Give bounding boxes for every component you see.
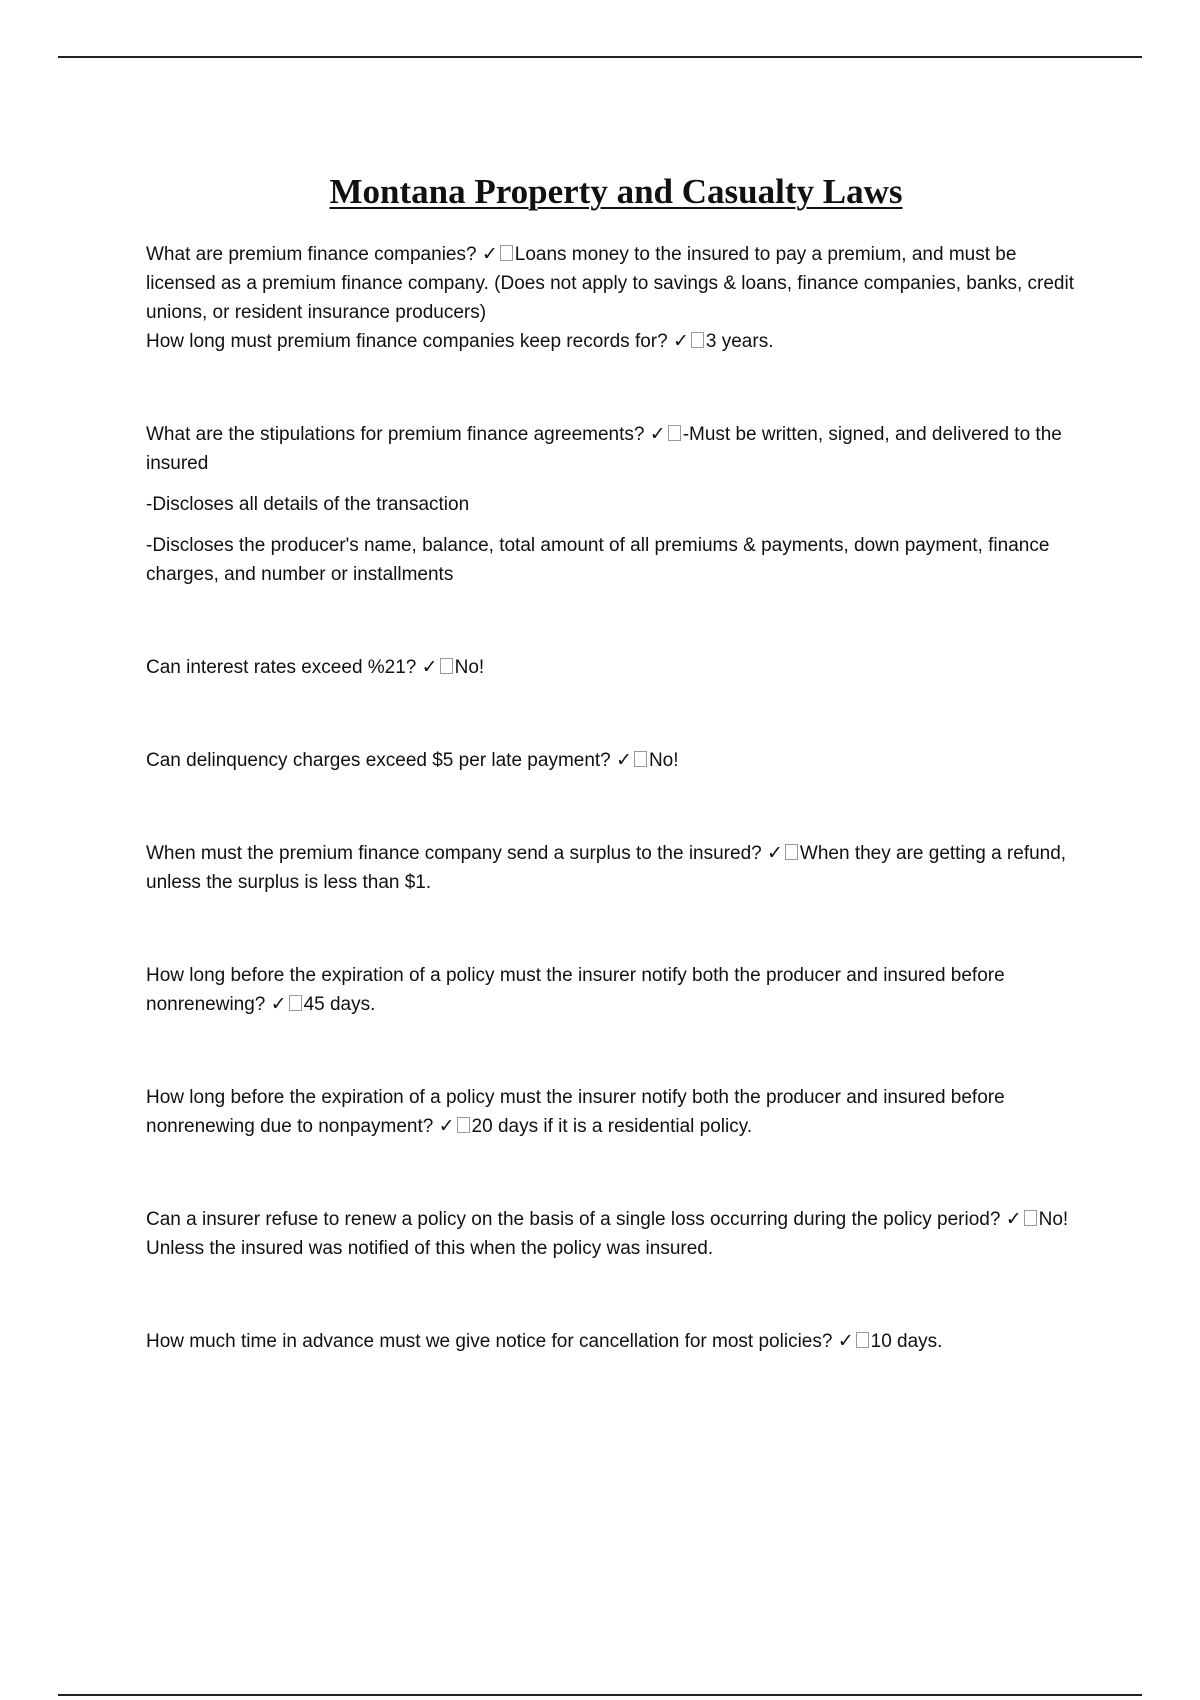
- checkmark-icon: ✓: [767, 843, 783, 864]
- checkmark-icon: ✓: [616, 750, 632, 771]
- question: Can a insurer refuse to renew a policy on the basis of a single loss occurring during the policy period?: [146, 1209, 1001, 1230]
- answer: No! Unless the insured was notified of this when the policy was insured.: [146, 1209, 1069, 1259]
- question: What are the stipulations for premium finance agreements?: [146, 424, 645, 445]
- answer-line: -Discloses the producer's name, balance, total amount of all premiums & payments, down payment, finance charges, and number or installments: [146, 535, 1050, 585]
- qa-item: [146, 746, 1086, 775]
- question: When must the premium finance company send a surplus to the insured?: [146, 843, 762, 864]
- checkbox-icon: [785, 844, 798, 860]
- question: What are premium finance companies?: [146, 244, 477, 265]
- checkbox-icon: [500, 245, 513, 261]
- question: Can interest rates exceed %21?: [146, 657, 417, 678]
- qa-item: [146, 1205, 1086, 1263]
- answer: No!: [454, 657, 485, 678]
- checkbox-icon: [457, 1117, 470, 1133]
- answer: Loans money to the insured to pay a premium, and must be licensed as a premium finance company. (Does not apply to savings & loans, finance companies, banks, credit unions, or resident insurance producers): [146, 244, 1074, 323]
- checkmark-icon: ✓: [1005, 1209, 1022, 1230]
- qa-item: [146, 1327, 1086, 1356]
- qa-item: [146, 420, 1086, 589]
- checkmark-icon: ✓: [481, 244, 498, 265]
- top-rule: [58, 56, 1142, 58]
- qa-item: [146, 961, 1086, 1019]
- qa-item: [146, 839, 1086, 897]
- question: How long before the expiration of a policy must the insurer notify both the producer and insured before nonrenewing due to nonpayment?: [146, 1087, 1005, 1137]
- question: How long must premium finance companies keep records for?: [146, 331, 668, 352]
- checkmark-icon: ✓: [649, 424, 666, 445]
- checkbox-icon: [289, 995, 302, 1011]
- checkmark-icon: ✓: [438, 1116, 455, 1137]
- bottom-rule: [58, 1694, 1142, 1696]
- qa-item: [146, 1083, 1086, 1141]
- document-body: [146, 170, 1086, 1420]
- checkbox-icon: [856, 1332, 869, 1348]
- checkmark-icon: ✓: [672, 331, 689, 352]
- question: How long before the expiration of a policy must the insurer notify both the producer and insured before nonrenewing?: [146, 965, 1005, 1015]
- checkbox-icon: [440, 658, 453, 674]
- page-title: Montana Property and Casualty Laws: [329, 172, 903, 211]
- answer-line: -Discloses all details of the transaction: [146, 494, 470, 515]
- answer: No!: [648, 750, 679, 771]
- checkmark-icon: ✓: [421, 657, 438, 678]
- qa-item: [146, 240, 1086, 327]
- answer: -Must be written, signed, and delivered to the insured: [146, 424, 1062, 474]
- question: How much time in advance must we give notice for cancellation for most policies?: [146, 1331, 833, 1352]
- checkmark-icon: ✓: [270, 994, 287, 1015]
- qa-item: [146, 327, 1086, 356]
- checkbox-icon: [668, 425, 681, 441]
- answer: When they are getting a refund, unless the surplus is less than $1.: [146, 843, 1067, 893]
- answer: 45 days.: [303, 994, 376, 1015]
- checkbox-icon: [691, 332, 704, 348]
- answer: 20 days if it is a residential policy.: [471, 1116, 753, 1137]
- checkmark-icon: ✓: [837, 1331, 854, 1352]
- qa-item: [146, 653, 1086, 682]
- answer: 3 years.: [705, 331, 774, 352]
- question: Can delinquency charges exceed $5 per late payment?: [146, 750, 611, 771]
- checkbox-icon: [1024, 1210, 1037, 1226]
- checkbox-icon: [634, 751, 647, 767]
- answer: 10 days.: [870, 1331, 943, 1352]
